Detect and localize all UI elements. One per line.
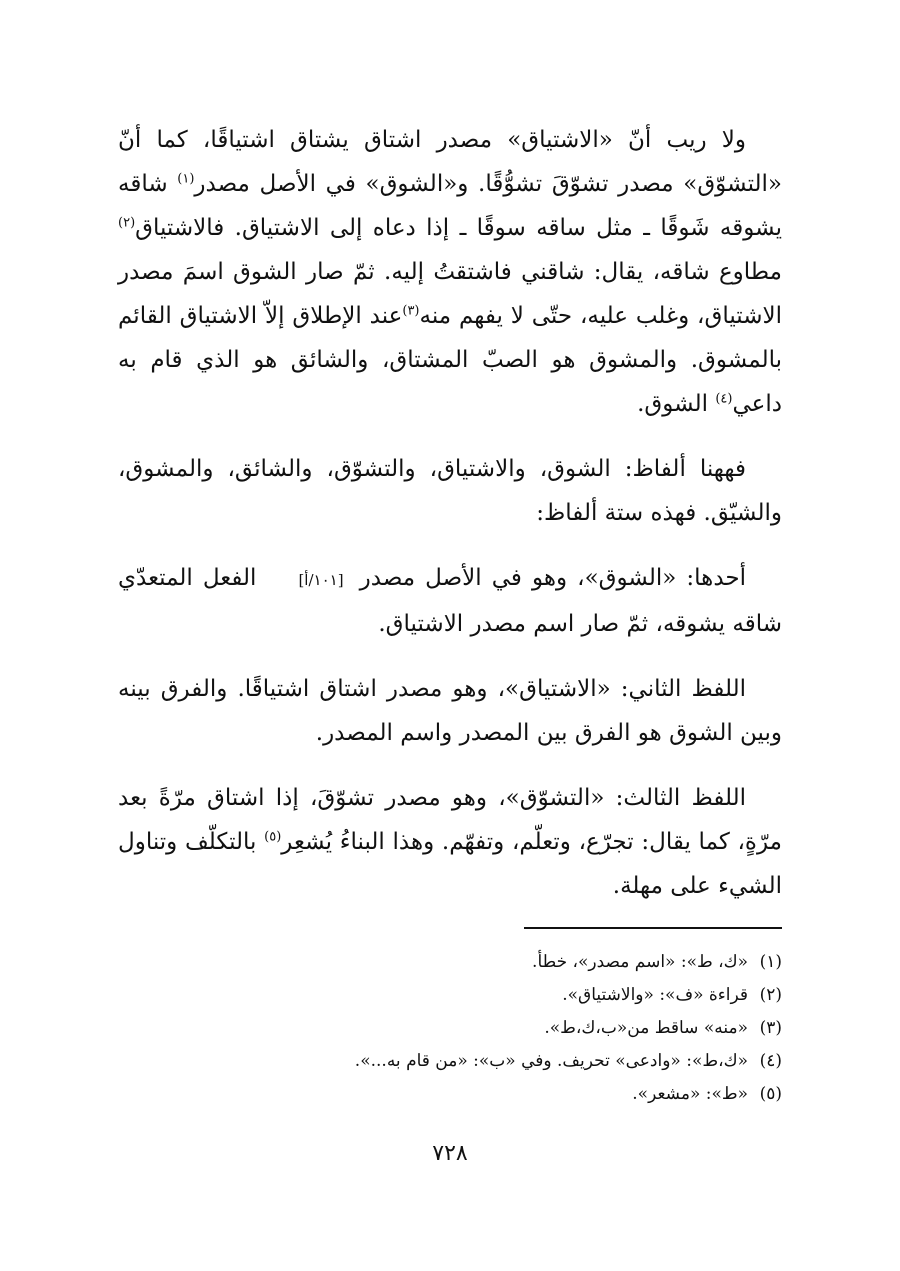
footnote-text: قراءة «ف»: «والاشتياق». — [562, 985, 748, 1005]
paragraph-2 — [118, 447, 782, 535]
paragraph-1 — [118, 118, 782, 426]
text-segment: اللفظ الثاني: «الاشتياق»، وهو مصدر اشتاق اشتياقًا. والفرق بينه وبين الشوق هو الفرق بين المصدر واسم المصدر. — [118, 676, 782, 746]
footnote-marker-2[interactable]: (٢) — [118, 215, 136, 231]
text-segment: مطاوع شاقه، يقال: شاقني فاشتقتُ إليه. ثمّ صار الشوق اسمَ مصدر الاشتياق، وغلب عليه، حتّى لا يفهم منه — [118, 259, 782, 329]
footnote-text: «ك، ط»: «اسم مصدر»، خطأ. — [532, 952, 748, 972]
text-segment: الفعل المتعدّي شاقه يشوقه، ثمّ صار اسم مصدر الاشتياق. — [118, 565, 782, 637]
footnote-number: (٣) — [759, 1018, 782, 1038]
page-number: ٧٢٨ — [432, 1141, 468, 1166]
footnote-marker-1[interactable]: (١) — [177, 171, 195, 187]
paragraph-4 — [118, 667, 782, 755]
footnote-2 — [118, 979, 782, 1012]
text-segment: أحدها: «الشوق»، وهو في الأصل مصدر — [349, 565, 746, 591]
footnote-marker-3[interactable]: (٣) — [402, 303, 420, 319]
footnote-text: «ك،ط»: «وادعى» تحريف. وفي «ب»: «من قام به...». — [354, 1051, 748, 1071]
manuscript-folio-reference: [١٠١/أ] — [298, 571, 344, 589]
text-segment: الشوق. — [637, 391, 716, 417]
text-segment: اللفظ الثالث: «التشوّق»، وهو مصدر تشوّقَ، إذا اشتاق مرّةً بعد مرّةٍ، كما يقال: تجرّع، وتعلّم، وتفهّم. وهذا البناءُ يُشعِر — [118, 785, 782, 855]
footnote-text: «ط»: «مشعر». — [632, 1084, 748, 1104]
footnotes-list — [118, 946, 782, 1111]
text-segment: بالتكلّف وتناول الشيء على مهلة. — [118, 829, 782, 899]
footnote-number: (٢) — [759, 985, 782, 1005]
footnote-4 — [118, 1045, 782, 1078]
text-segment: عند الإطلاق إلاّ الاشتياق القائم بالمشوق. والمشوق هو الصبّ المشتاق، والشائق هو الذي قام به داعي — [118, 303, 782, 417]
footnote-number: (٥) — [759, 1084, 782, 1104]
footnote-marker-4[interactable]: (٤) — [715, 391, 733, 407]
footnote-5 — [118, 1078, 782, 1111]
footnote-text: «منه» ساقط من«ب،ك،ط». — [544, 1018, 748, 1038]
footnote-1 — [118, 946, 782, 979]
footnote-marker-5[interactable]: (٥) — [264, 829, 282, 845]
text-segment: شاقه يشوقه شَوقًا ـ مثل ساقه سوقًا ـ إذا دعاه إلى الاشتياق. فالاشتياق — [118, 171, 782, 241]
text-segment: ولا ريب أنّ «الاشتياق» مصدر اشتاق يشتاق اشتياقًا، كما أنّ «التشوّق» مصدر تشوّقَ تشوُّقًا. و«الشوق» في الأصل مصدر — [118, 127, 782, 197]
footnote-3 — [118, 1012, 782, 1045]
footnote-number: (١) — [759, 952, 782, 972]
footnote-number: (٤) — [759, 1051, 782, 1071]
paragraph-3 — [118, 556, 782, 646]
paragraph-5 — [118, 776, 782, 908]
text-segment: فههنا ألفاظ: الشوق، والاشتياق، والتشوّق، والشائق، والمشوق، والشيّق. فهذه ستة ألفاظ: — [118, 456, 782, 526]
page-body — [118, 118, 782, 929]
footnote-separator — [524, 927, 782, 929]
